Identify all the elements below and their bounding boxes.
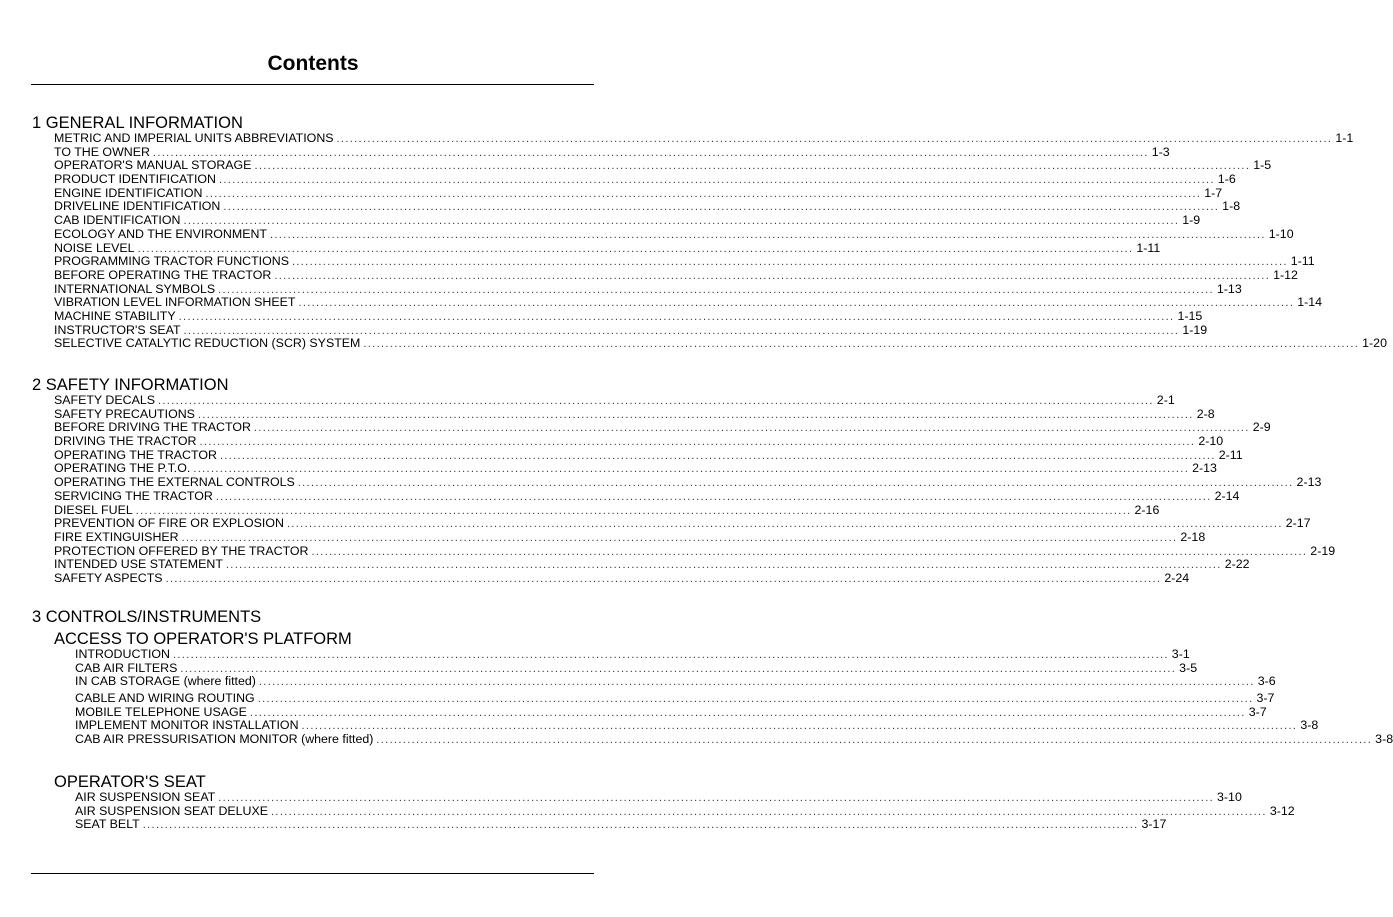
toc-entry-title: OPERATING THE EXTERNAL CONTROLS bbox=[54, 475, 295, 490]
toc-entry-page-number: 1-8 bbox=[1222, 199, 1241, 214]
toc-entry[interactable] bbox=[54, 557, 1250, 572]
toc-entry[interactable] bbox=[75, 732, 1393, 747]
toc-entry-page-number: 3-7 bbox=[1248, 704, 1267, 719]
section-heading: 3 CONTROLS/INSTRUMENTS bbox=[32, 608, 262, 626]
toc-entry-title: DIESEL FUEL bbox=[54, 502, 133, 517]
toc-entry-page-number: 2-13 bbox=[1296, 475, 1322, 490]
toc-entry-page-number: 1-9 bbox=[1182, 213, 1201, 228]
toc-entry-page-number: 2-24 bbox=[1164, 570, 1190, 585]
dot-leader: .................................................................................................................................................................................................................................. bbox=[336, 133, 1333, 145]
toc-entry[interactable] bbox=[75, 817, 1167, 832]
toc-entry-title: OPERATING THE P.T.O. bbox=[54, 461, 191, 476]
toc-entry[interactable] bbox=[54, 308, 1203, 324]
toc-entry-page-number: 1-5 bbox=[1253, 158, 1272, 173]
toc-entry-page-number: 1-3 bbox=[1151, 144, 1170, 159]
toc-entry-title: PROGRAMMING TRACTOR FUNCTIONS bbox=[54, 254, 289, 269]
section-heading: 1 GENERAL INFORMATION bbox=[32, 114, 243, 132]
toc-entry-page-number: 2-13 bbox=[1192, 461, 1217, 476]
dot-leader: .................................................................................................................................................................................................................................. bbox=[291, 256, 1288, 269]
dot-leader: .................................................................................................................................................................................................................................. bbox=[180, 662, 1177, 675]
toc-entry[interactable] bbox=[54, 158, 1272, 173]
toc-entry-title: PROTECTION OFFERED BY THE TRACTOR bbox=[54, 543, 309, 558]
toc-entry-title: SELECTIVE CATALYTIC REDUCTION (SCR) SYSTEM bbox=[54, 336, 361, 351]
toc-entry-title: PREVENTION OF FIRE OR EXPLOSION bbox=[54, 516, 284, 531]
toc-entry[interactable] bbox=[54, 254, 1315, 269]
toc-entry-page-number: 1-6 bbox=[1217, 172, 1236, 187]
toc-entry[interactable] bbox=[75, 704, 1267, 720]
toc-entry-page-number: 2-16 bbox=[1134, 502, 1160, 517]
toc-entry-page-number: 1-7 bbox=[1204, 185, 1223, 200]
toc-entry[interactable] bbox=[54, 475, 1322, 490]
toc-entry[interactable] bbox=[54, 144, 1170, 160]
toc-entry[interactable] bbox=[54, 199, 1241, 214]
toc-entry-title: OPERATOR'S MANUAL STORAGE bbox=[54, 158, 252, 173]
toc-entry[interactable] bbox=[54, 447, 1243, 463]
toc-entry-title: DRIVING THE TRACTOR bbox=[54, 434, 197, 449]
toc-entry-title: SERVICING THE TRACTOR bbox=[54, 488, 213, 503]
toc-entry-title: MOBILE TELEPHONE USAGE bbox=[75, 704, 247, 719]
dot-leader: .................................................................................................................................................................................................................................. bbox=[135, 504, 1132, 517]
toc-entry-title: BEFORE DRIVING THE TRACTOR bbox=[54, 420, 251, 435]
dot-leader: .................................................................................................................................................................................................................................. bbox=[181, 531, 1178, 544]
toc-entry[interactable] bbox=[54, 172, 1236, 187]
toc-entry-title: PRODUCT IDENTIFICATION bbox=[54, 172, 216, 187]
toc-entry[interactable] bbox=[75, 718, 1319, 733]
toc-entry-page-number: 3-7 bbox=[1256, 691, 1275, 706]
section-safety-information bbox=[32, 376, 1336, 586]
section-controls-instruments bbox=[32, 608, 1393, 747]
toc-entry-page-number: 3-12 bbox=[1269, 803, 1295, 818]
toc-entry-title: CAB AIR PRESSURISATION MONITOR (where fitted) bbox=[75, 732, 374, 747]
toc-entry-title: SEAT BELT bbox=[75, 817, 140, 832]
toc-entry[interactable] bbox=[54, 406, 1215, 422]
toc-entry-note: (where fitted) bbox=[183, 674, 256, 689]
dot-leader: .................................................................................................................................................................................................................................. bbox=[249, 706, 1246, 719]
toc-entry[interactable] bbox=[54, 434, 1224, 449]
toc-entry-page-number: 3-1 bbox=[1171, 647, 1190, 661]
dot-leader: .................................................................................................................................................................................................................................. bbox=[311, 545, 1308, 558]
section-general-information bbox=[32, 114, 1387, 351]
dot-leader: .................................................................................................................................................................................................................................. bbox=[376, 734, 1373, 747]
toc-entry[interactable] bbox=[54, 461, 1217, 476]
toc-entry-title: TO THE OWNER bbox=[54, 144, 150, 159]
toc-entry-page-number: 1-20 bbox=[1362, 336, 1387, 351]
dot-leader: .................................................................................................................................................................................................................................. bbox=[219, 174, 1215, 187]
toc-entry[interactable] bbox=[75, 674, 1276, 689]
toc-entry-title: METRIC AND IMPERIAL UNITS ABBREVIATIONS bbox=[54, 131, 334, 145]
toc-entry[interactable] bbox=[75, 790, 1242, 805]
toc-entry-page-number: 3-8 bbox=[1375, 732, 1393, 747]
toc-entry[interactable] bbox=[75, 660, 1198, 676]
toc-entry[interactable] bbox=[54, 295, 1323, 310]
toc-entry-page-number: 2-10 bbox=[1198, 434, 1224, 449]
toc-entry-page-number: 2-1 bbox=[1156, 393, 1175, 407]
toc-entry-page-number: 2-22 bbox=[1224, 557, 1250, 572]
dot-leader: .................................................................................................................................................................................................................................. bbox=[257, 693, 1254, 706]
dot-leader: .................................................................................................................................................................................................................................. bbox=[197, 408, 1194, 421]
toc-entry-title: SAFETY PRECAUTIONS bbox=[54, 406, 195, 421]
toc-entry[interactable] bbox=[54, 336, 1387, 351]
dot-leader: .................................................................................................................................................................................................................................. bbox=[219, 449, 1216, 462]
toc-entry-title: FIRE EXTINGUISHER bbox=[54, 529, 179, 544]
toc-entry[interactable] bbox=[54, 213, 1201, 228]
toc-entry-title: INSTRUCTOR'S SEAT bbox=[54, 322, 181, 337]
toc-entry-title: MACHINE STABILITY bbox=[54, 308, 176, 323]
toc-entry-page-number: 1-13 bbox=[1216, 281, 1242, 296]
toc-entry-page-number: 2-8 bbox=[1196, 406, 1215, 421]
dot-leader: .................................................................................................................................................................................................................................. bbox=[173, 649, 1169, 661]
toc-entry-title: VIBRATION LEVEL INFORMATION SHEET bbox=[54, 295, 296, 310]
toc-entry[interactable] bbox=[54, 516, 1311, 531]
dot-leader: .................................................................................................................................................................................................................................. bbox=[178, 310, 1175, 323]
subsection-operators-seat bbox=[32, 773, 1295, 832]
toc-entry-title: INTRODUCTION bbox=[75, 647, 170, 661]
footer-rule bbox=[31, 873, 594, 874]
dot-leader: .................................................................................................................................................................................................................................. bbox=[223, 201, 1220, 214]
toc-entry-title: SAFETY DECALS bbox=[54, 393, 155, 407]
subsection-heading: ACCESS TO OPERATOR'S PLATFORM bbox=[54, 630, 352, 648]
toc-entry-page-number: 1-19 bbox=[1182, 322, 1208, 337]
page-title: Contents bbox=[267, 52, 359, 75]
toc-entry-page-number: 3-10 bbox=[1217, 790, 1242, 804]
toc-entry-page-number: 1-10 bbox=[1268, 226, 1294, 241]
toc-entry[interactable] bbox=[54, 570, 1190, 586]
toc-entry[interactable] bbox=[75, 647, 1190, 662]
toc-entry[interactable] bbox=[75, 803, 1295, 819]
toc-entry-title: ENGINE IDENTIFICATION bbox=[54, 185, 203, 200]
toc-entry[interactable] bbox=[54, 240, 1161, 256]
toc-entry[interactable] bbox=[54, 529, 1206, 545]
toc-entry-title: CAB AIR FILTERS bbox=[75, 660, 178, 675]
dot-leader: .................................................................................................................................................................................................................................. bbox=[297, 477, 1294, 490]
dot-leader: .................................................................................................................................................................................................................................. bbox=[205, 187, 1202, 200]
toc-entry-title: AIR SUSPENSION SEAT bbox=[75, 790, 216, 804]
dot-leader: .................................................................................................................................................................................................................................. bbox=[183, 324, 1180, 337]
toc-entry-page-number: 1-14 bbox=[1297, 295, 1323, 310]
toc-entry-title: DRIVELINE IDENTIFICATION bbox=[54, 199, 221, 214]
toc-entry-page-number: 1-11 bbox=[1290, 254, 1315, 269]
toc-entry-page-number: 1-12 bbox=[1273, 267, 1298, 282]
dot-leader: .................................................................................................................................................................................................................................. bbox=[158, 395, 1154, 407]
toc-entry-page-number: 3-5 bbox=[1179, 660, 1198, 675]
dot-leader: .................................................................................................................................................................................................................................. bbox=[298, 297, 1295, 310]
toc-entry-title: CAB IDENTIFICATION bbox=[54, 213, 181, 228]
header-rule bbox=[31, 84, 594, 85]
toc-entry-page-number: 2-17 bbox=[1285, 516, 1311, 531]
dot-leader: .................................................................................................................................................................................................................................. bbox=[165, 572, 1162, 585]
toc-entry-page-number: 2-18 bbox=[1180, 529, 1206, 544]
toc-entry-page-number: 3-6 bbox=[1257, 674, 1276, 689]
dot-leader: .................................................................................................................................................................................................................................. bbox=[271, 805, 1267, 818]
dot-leader: .................................................................................................................................................................................................................................. bbox=[254, 160, 1251, 173]
dot-leader: .................................................................................................................................................................................................................................. bbox=[269, 228, 1266, 241]
dot-leader: .................................................................................................................................................................................................................................. bbox=[183, 215, 1180, 228]
subsection-heading: OPERATOR'S SEAT bbox=[54, 773, 206, 791]
toc-entry[interactable] bbox=[54, 393, 1175, 408]
toc-entry-title: INTENDED USE STATEMENT bbox=[54, 557, 223, 572]
section-heading: 2 SAFETY INFORMATION bbox=[32, 376, 229, 394]
dot-leader: .................................................................................................................................................................................................................................. bbox=[218, 792, 1215, 804]
toc-entry[interactable] bbox=[54, 281, 1242, 297]
dot-leader: .................................................................................................................................................................................................................................. bbox=[199, 436, 1196, 449]
toc-entry-title: AIR SUSPENSION SEAT DELUXE bbox=[75, 803, 269, 818]
dot-leader: .................................................................................................................................................................................................................................. bbox=[363, 338, 1360, 351]
toc-entry-title: IN CAB STORAGE (where fitted) bbox=[75, 674, 256, 689]
toc-entry[interactable] bbox=[54, 226, 1294, 242]
toc-entry[interactable] bbox=[54, 502, 1160, 518]
toc-entry-note: (where fitted) bbox=[301, 732, 374, 747]
toc-entry-title: CABLE AND WIRING ROUTING bbox=[75, 691, 255, 706]
toc-entry-page-number: 1-11 bbox=[1136, 240, 1161, 255]
dot-leader: .................................................................................................................................................................................................................................. bbox=[301, 720, 1298, 733]
toc-entry-page-number: 1-1 bbox=[1335, 131, 1354, 145]
toc-entry-title: NOISE LEVEL bbox=[54, 240, 135, 255]
dot-leader: .................................................................................................................................................................................................................................. bbox=[193, 463, 1190, 476]
toc-entry-page-number: 2-9 bbox=[1252, 420, 1271, 435]
toc-entry-page-number: 2-11 bbox=[1218, 447, 1243, 462]
toc-entry-page-number: 1-15 bbox=[1177, 308, 1203, 323]
toc-entry[interactable] bbox=[75, 691, 1275, 706]
toc-entry-page-number: 3-8 bbox=[1300, 718, 1319, 733]
toc-entry[interactable] bbox=[54, 267, 1298, 283]
dot-leader: .................................................................................................................................................................................................................................. bbox=[215, 490, 1212, 503]
dot-leader: .................................................................................................................................................................................................................................. bbox=[152, 146, 1149, 159]
dot-leader: .................................................................................................................................................................................................................................. bbox=[258, 676, 1255, 689]
toc-entry[interactable] bbox=[54, 420, 1271, 435]
dot-leader: .................................................................................................................................................................................................................................. bbox=[218, 283, 1214, 296]
dot-leader: .................................................................................................................................................................................................................................. bbox=[225, 559, 1222, 572]
dot-leader: .................................................................................................................................................................................................................................. bbox=[137, 242, 1134, 255]
toc-entry[interactable] bbox=[54, 185, 1223, 201]
toc-entry-title: IMPLEMENT MONITOR INSTALLATION bbox=[75, 718, 299, 733]
toc-entry-title: SAFETY ASPECTS bbox=[54, 570, 163, 585]
toc-entry[interactable] bbox=[54, 131, 1354, 146]
toc-entry[interactable] bbox=[54, 543, 1336, 559]
toc-entry-page-number: 2-14 bbox=[1214, 488, 1240, 503]
toc-entry-page-number: 3-17 bbox=[1141, 817, 1167, 832]
toc-entry[interactable] bbox=[54, 488, 1240, 504]
toc-entry-title: INTERNATIONAL SYMBOLS bbox=[54, 281, 216, 296]
toc-entry-title: OPERATING THE TRACTOR bbox=[54, 447, 217, 462]
dot-leader: .................................................................................................................................................................................................................................. bbox=[286, 518, 1283, 531]
dot-leader: .................................................................................................................................................................................................................................. bbox=[253, 422, 1250, 435]
dot-leader: .................................................................................................................................................................................................................................. bbox=[142, 819, 1139, 832]
toc-entry[interactable] bbox=[54, 322, 1208, 338]
toc-entry-page-number: 2-19 bbox=[1310, 543, 1336, 558]
dot-leader: .................................................................................................................................................................................................................................. bbox=[274, 269, 1271, 282]
toc-entry-title: BEFORE OPERATING THE TRACTOR bbox=[54, 267, 272, 282]
toc-entry-title: ECOLOGY AND THE ENVIRONMENT bbox=[54, 226, 267, 241]
